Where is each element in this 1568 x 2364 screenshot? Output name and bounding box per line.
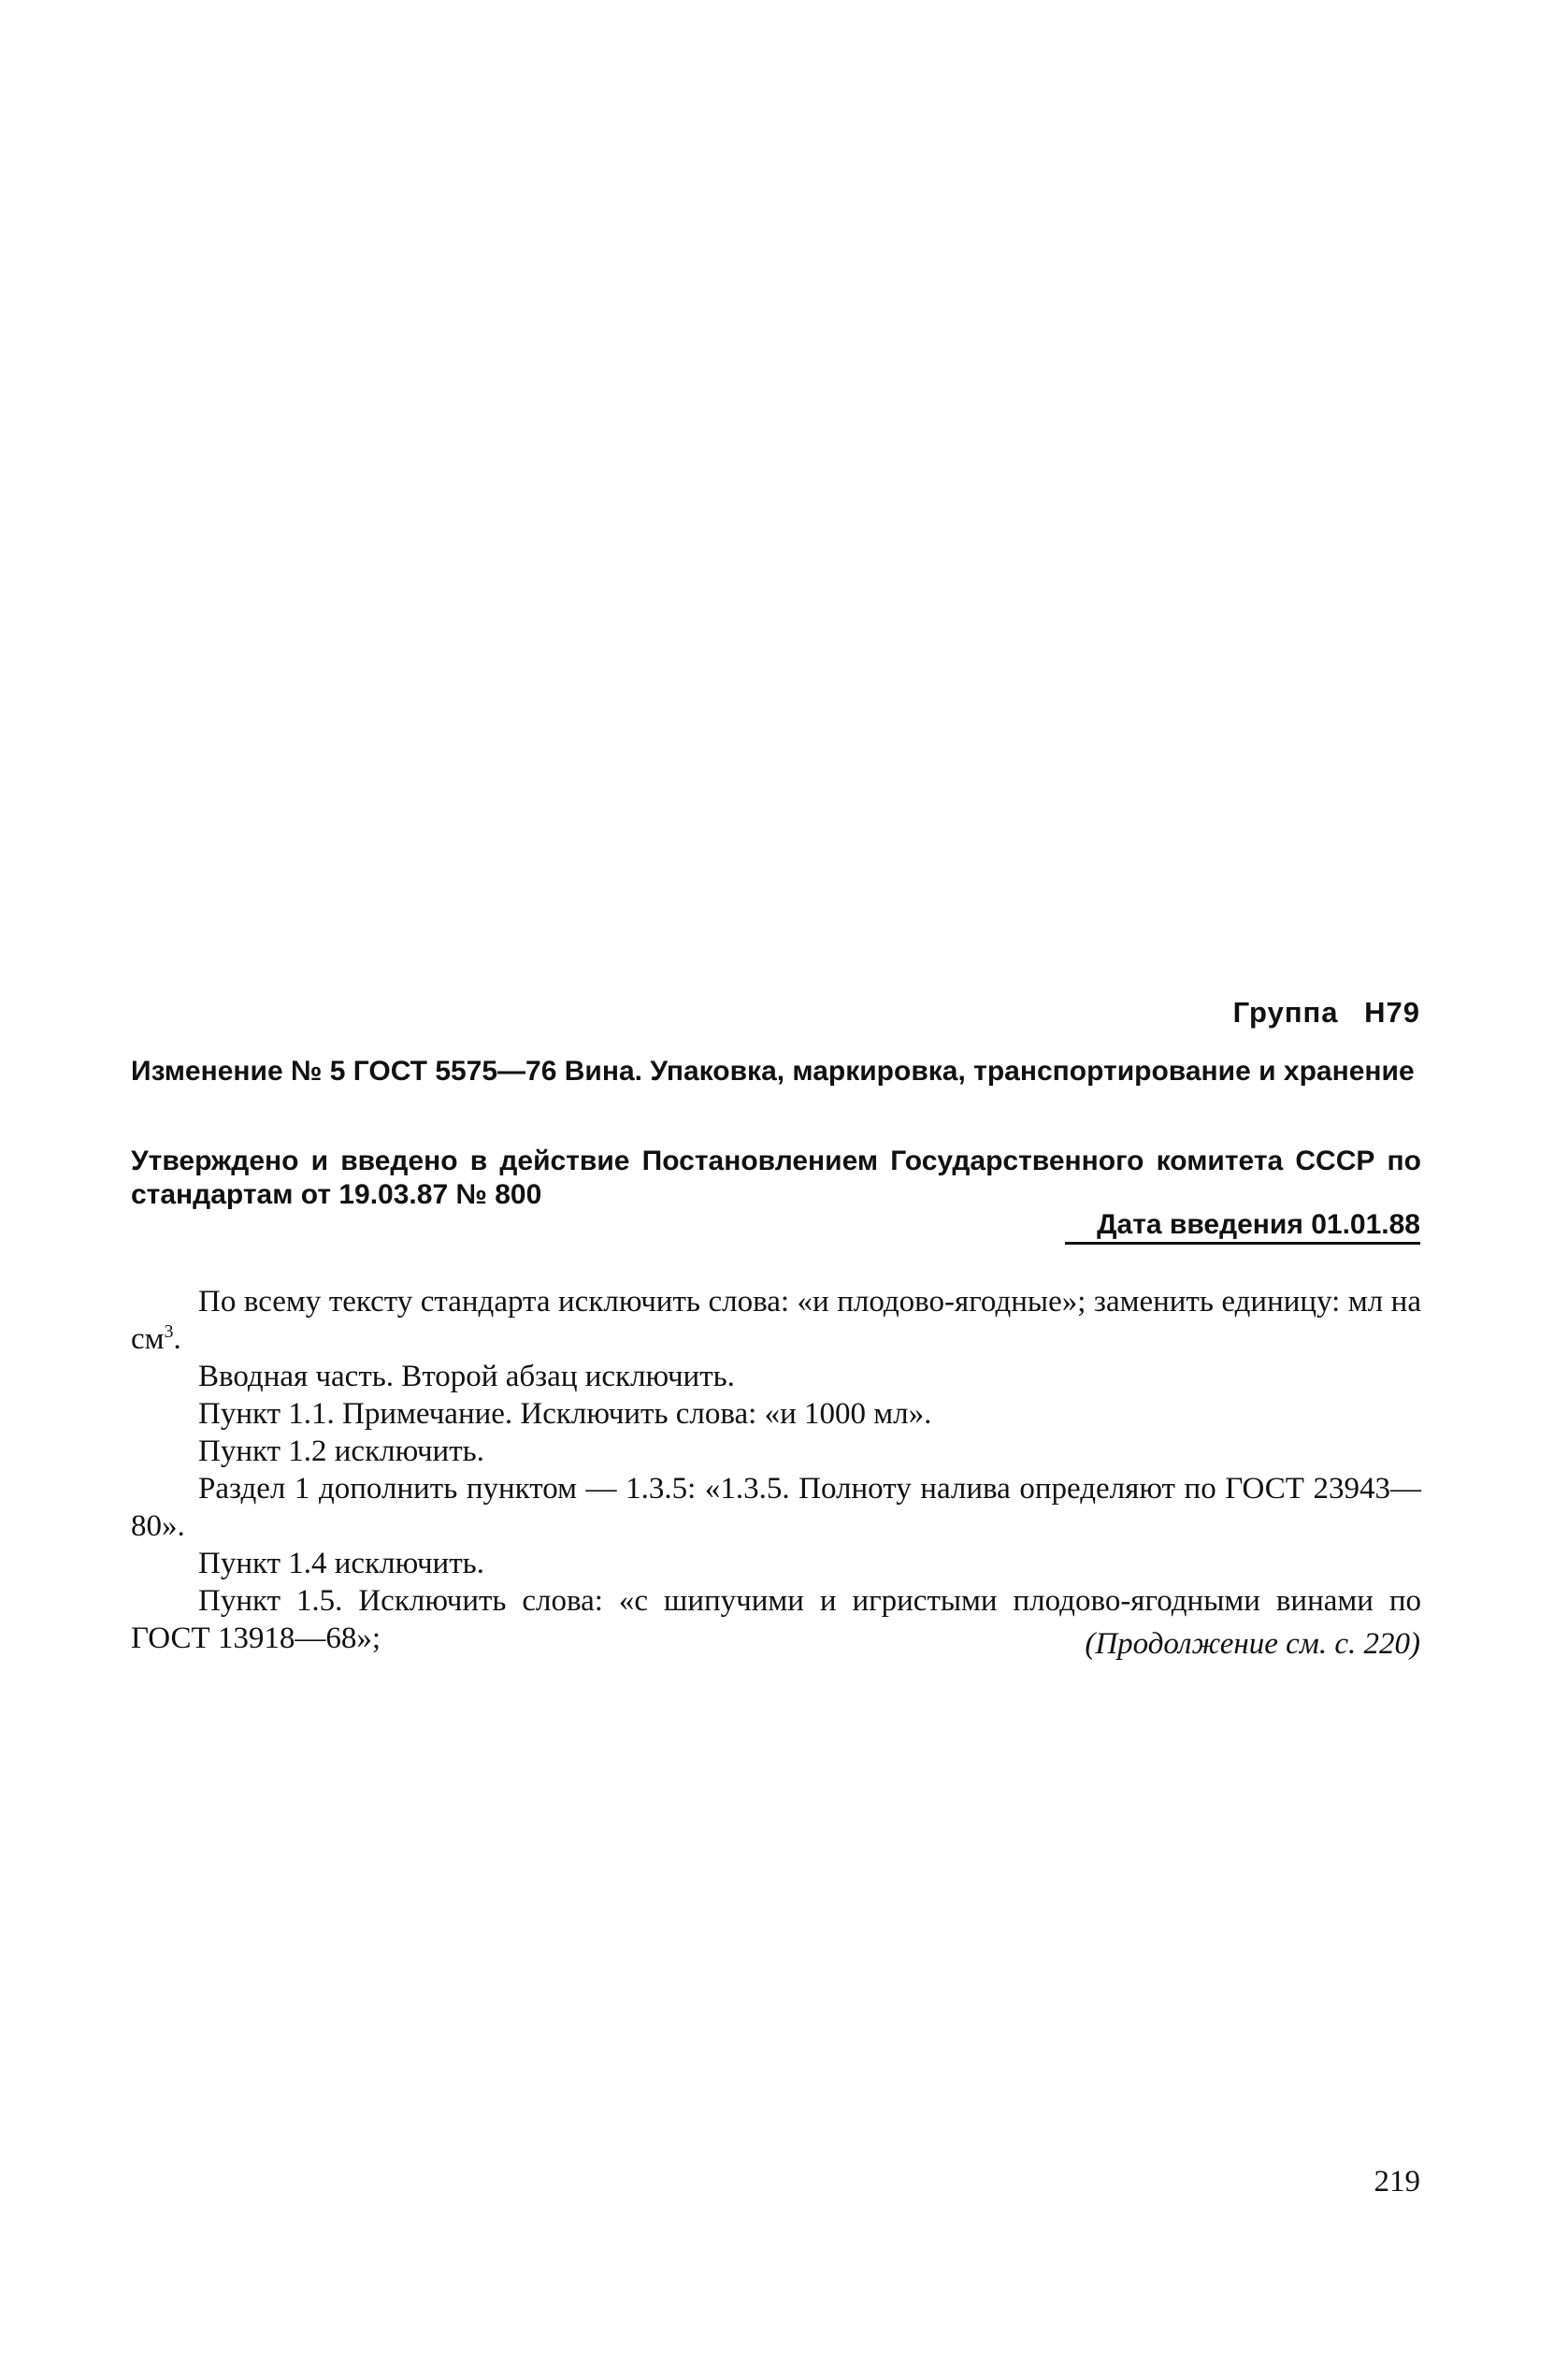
paragraph-intro-part: Вводная часть. Второй абзац исключить. bbox=[198, 1360, 735, 1393]
approval-statement: Утверждено и введено в действие Постановлением Государственного комитета СССР по стандартам от 19.03.87 № 800 bbox=[131, 1146, 1421, 1210]
paragraph-general-text: По всему тексту стандарта исключить слова: «и плодово-ягодные»; заменить единицу: мл на см bbox=[131, 1285, 1421, 1356]
continuation-note: (Продолжение см. с. 220) bbox=[1085, 1627, 1420, 1661]
paragraph-item-1-2: Пункт 1.2 исключить. bbox=[198, 1434, 484, 1468]
group-code: Группа Н79 bbox=[1232, 996, 1420, 1029]
unit-superscript: 3 bbox=[164, 1321, 174, 1342]
paragraph-item-1-1: Пункт 1.1. Примечание. Исключить слова: «и 1000 мл». bbox=[198, 1397, 932, 1431]
paragraph-item-1-4: Пункт 1.4 исключить. bbox=[198, 1547, 484, 1580]
paragraph-general-end: . bbox=[173, 1322, 181, 1356]
amendment-body bbox=[131, 1283, 1421, 1657]
page-number: 219 bbox=[1374, 2165, 1420, 2198]
introduction-date: Дата введения 01.01.88 bbox=[1065, 1208, 1420, 1245]
paragraph-general bbox=[131, 1283, 1421, 1358]
paragraph-section-1: Раздел 1 дополнить пунктом — 1.3.5: «1.3.5. Полноту налива определяют по ГОСТ 23943—80». bbox=[131, 1472, 1421, 1543]
amendment-title: Изменение № 5 ГОСТ 5575—76 Вина. Упаковка, маркировка, транспортирование и хранение bbox=[131, 1056, 1415, 1087]
paragraph-item-1-5: Пункт 1.5. Исключить слова: «с шипучими и игристыми плодово-ягодными винами по ГОСТ 13918—68»; bbox=[131, 1584, 1421, 1655]
